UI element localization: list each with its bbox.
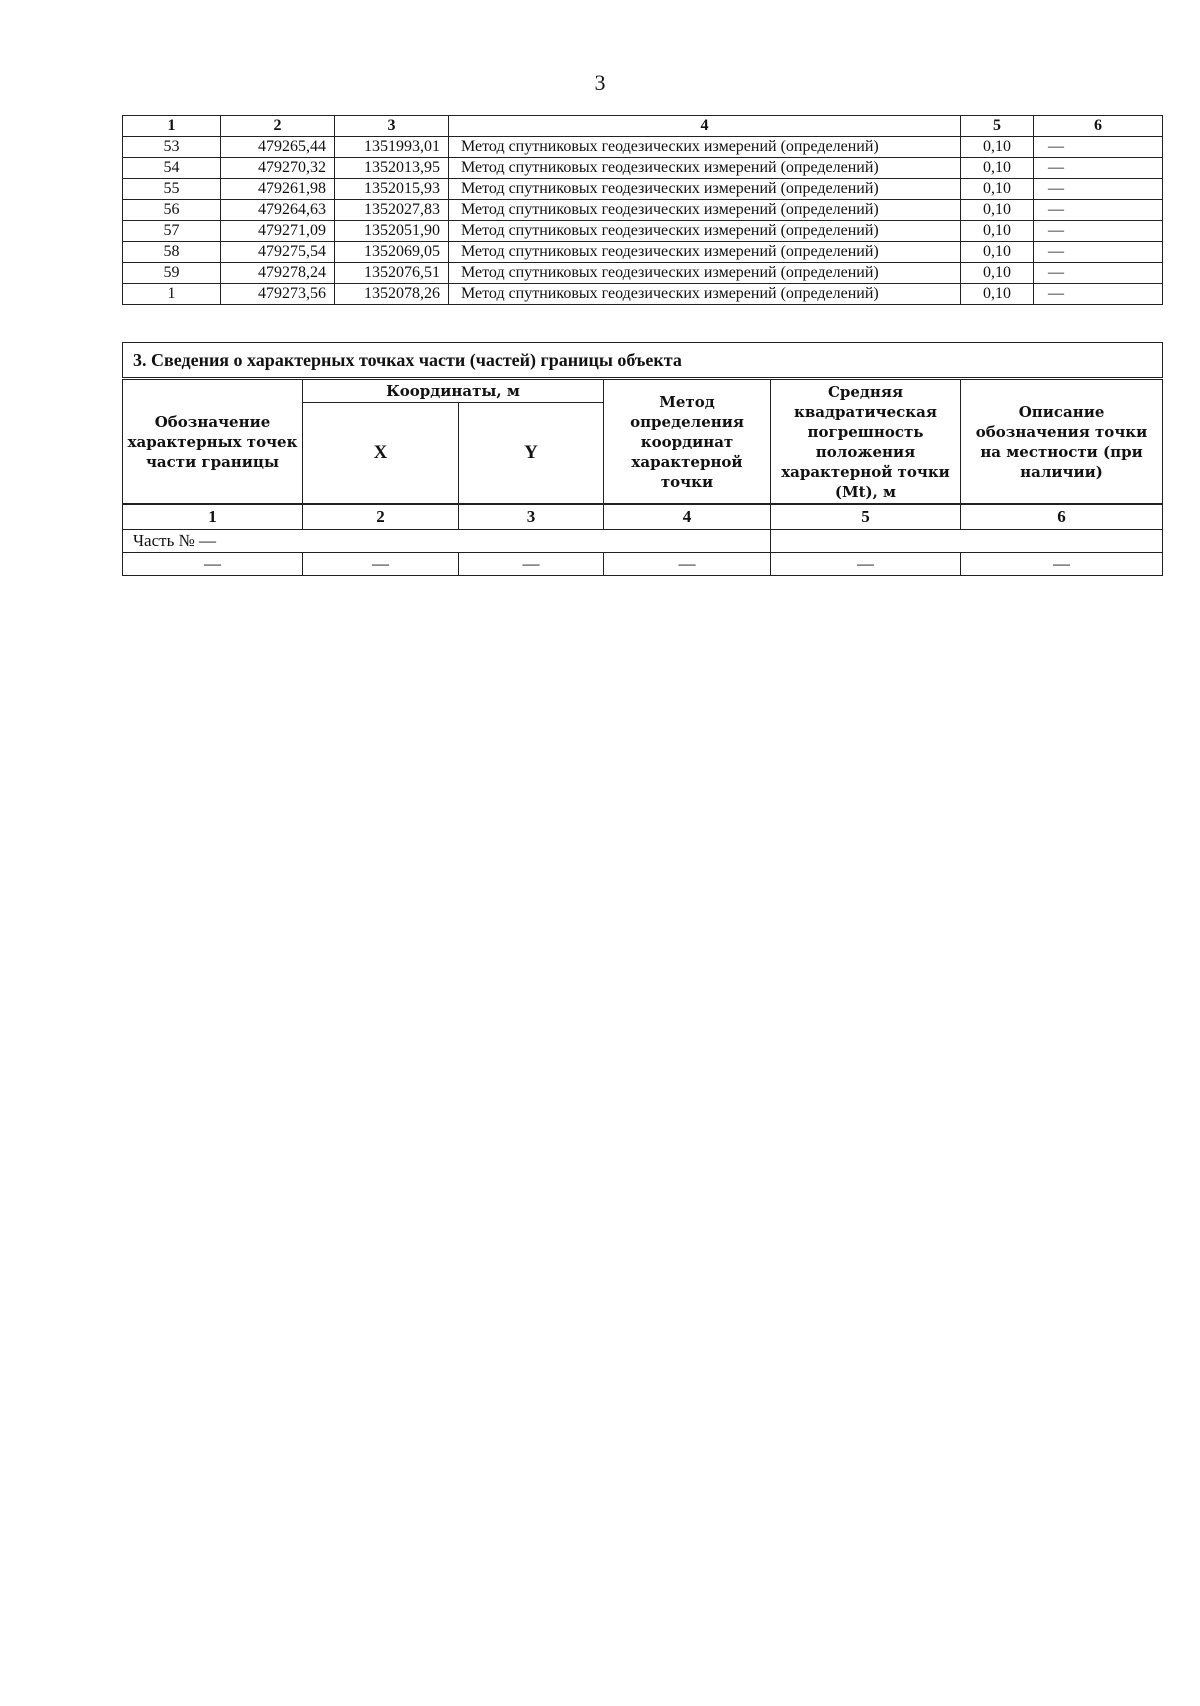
part-empty-cell [771,530,1163,553]
header-row-1 [123,379,1163,403]
description-cell: — [1034,179,1163,200]
table-row [123,179,1163,200]
table-row [123,242,1163,263]
method-cell: Метод спутниковых геодезических измерений (определений) [449,263,961,284]
y-coordinate-cell: 1352051,90 [335,221,449,242]
y-coordinate-cell: 1352027,83 [335,200,449,221]
empty-cell: — [604,553,771,576]
column-header: 6 [1034,116,1163,137]
column-number: 5 [771,504,961,530]
x-coordinate-cell: 479270,32 [221,158,335,179]
description-cell: — [1034,137,1163,158]
description-cell: — [1034,263,1163,284]
x-coordinate-cell: 479264,63 [221,200,335,221]
x-coordinate-cell: 479278,24 [221,263,335,284]
y-coordinate-cell: 1352076,51 [335,263,449,284]
y-coordinate-cell: 1351993,01 [335,137,449,158]
coordinates-table [122,115,1163,305]
table-row [123,553,1163,576]
error-cell: 0,10 [961,179,1034,200]
empty-cell: — [459,553,604,576]
point-id-cell: 56 [123,200,221,221]
y-coordinate-cell: 1352015,93 [335,179,449,200]
error-header: Средняя квадратическая погрешность положения характерной точки (Mt), м [771,379,961,505]
column-header: 3 [335,116,449,137]
x-coordinate-cell: 479271,09 [221,221,335,242]
description-cell: — [1034,242,1163,263]
method-cell: Метод спутниковых геодезических измерений (определений) [449,242,961,263]
empty-cell: — [303,553,459,576]
error-cell: 0,10 [961,221,1034,242]
method-cell: Метод спутниковых геодезических измерений (определений) [449,284,961,305]
description-cell: — [1034,284,1163,305]
error-cell: 0,10 [961,137,1034,158]
description-cell: — [1034,221,1163,242]
y-coordinate-cell: 1352013,95 [335,158,449,179]
x-coordinate-cell: 479273,56 [221,284,335,305]
column-header: 1 [123,116,221,137]
description-header: Описание обозначения точки на местности (при наличии) [961,379,1163,505]
table-row [123,221,1163,242]
x-coordinate-cell: 479275,54 [221,242,335,263]
point-id-cell: 58 [123,242,221,263]
error-cell: 0,10 [961,242,1034,263]
column-number: 1 [123,504,303,530]
point-id-cell: 57 [123,221,221,242]
point-id-cell: 54 [123,158,221,179]
column-header: 4 [449,116,961,137]
table-row [123,200,1163,221]
x-coordinate-cell: 479261,98 [221,179,335,200]
method-cell: Метод спутниковых геодезических измерений (определений) [449,200,961,221]
part-boundary-points-table [122,342,1163,576]
empty-cell: — [123,553,303,576]
x-header: X [303,403,459,505]
error-cell: 0,10 [961,263,1034,284]
description-cell: — [1034,200,1163,221]
empty-cell: — [961,553,1163,576]
x-coordinate-cell: 479265,44 [221,137,335,158]
empty-cell: — [771,553,961,576]
table-row [123,137,1163,158]
page-number: 3 [594,70,606,95]
part-label: Часть № — [123,530,771,553]
y-coordinate-cell: 1352078,26 [335,284,449,305]
method-cell: Метод спутниковых геодезических измерений (определений) [449,158,961,179]
table-row [123,263,1163,284]
table-header-row [123,116,1163,137]
description-cell: — [1034,158,1163,179]
method-cell: Метод спутниковых геодезических измерений (определений) [449,179,961,200]
point-id-cell: 55 [123,179,221,200]
designation-header: Обозначение характерных точек части границы [123,379,303,505]
column-number: 4 [604,504,771,530]
error-cell: 0,10 [961,158,1034,179]
column-number: 2 [303,504,459,530]
part-row [123,530,1163,553]
point-id-cell: 59 [123,263,221,284]
table-row [123,284,1163,305]
column-number-row [123,504,1163,530]
error-cell: 0,10 [961,284,1034,305]
error-cell: 0,10 [961,200,1034,221]
section-title-row [123,343,1163,379]
section-title: 3. Сведения о характерных точках части (частей) границы объекта [123,343,1163,379]
column-header: 5 [961,116,1034,137]
method-header: Метод определения координат характерной точки [604,379,771,505]
method-cell: Метод спутниковых геодезических измерений (определений) [449,137,961,158]
y-header: Y [459,403,604,505]
column-number: 6 [961,504,1163,530]
column-header: 2 [221,116,335,137]
point-id-cell: 53 [123,137,221,158]
coordinates-header: Координаты, м [303,379,604,403]
table-row [123,158,1163,179]
point-id-cell: 1 [123,284,221,305]
method-cell: Метод спутниковых геодезических измерений (определений) [449,221,961,242]
y-coordinate-cell: 1352069,05 [335,242,449,263]
column-number: 3 [459,504,604,530]
